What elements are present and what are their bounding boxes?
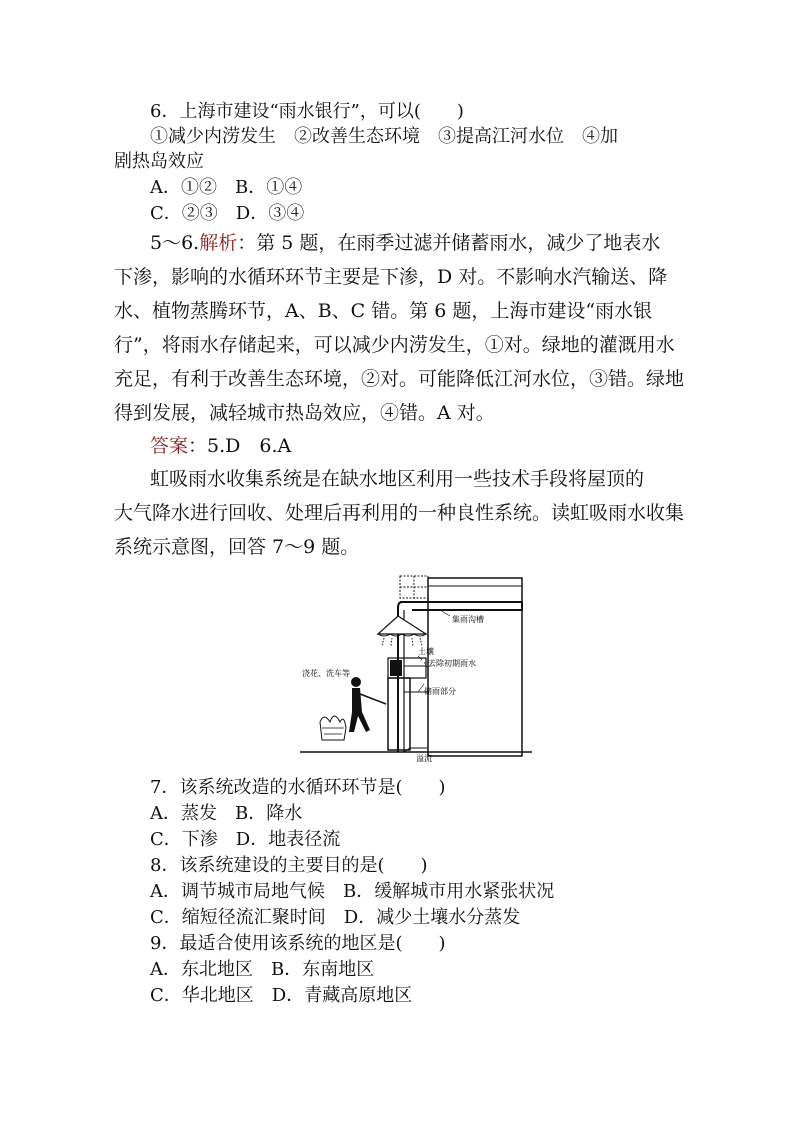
diagram-svg [300, 572, 532, 762]
analysis-range: 5～6. [150, 232, 200, 254]
intro-first: 虹吸雨水收集系统是在缺水地区利用一些技术手段将屋顶的 [150, 468, 645, 490]
answer-label: 答案 [150, 435, 189, 457]
q9-choice-cd: C．华北地区 D．青藏高原地区 [150, 985, 413, 1006]
q6-stem: 6．上海市建设“雨水银行”，可以( ) [150, 101, 464, 122]
q7-choice-ab: A．蒸发 B．降水 [150, 803, 303, 824]
analysis-label: 解析 [199, 232, 238, 254]
q7-choice-cd: C．下渗 D．地表径流 [150, 829, 341, 850]
q6-options-line1: ①减少内涝发生 ②改善生态环境 ③提高江河水位 ④加 [150, 126, 618, 147]
label-soil: 土壤 [418, 647, 434, 656]
label-gutter: 集雨沟槽 [452, 615, 484, 624]
gutter-channel [400, 602, 522, 610]
first-flush-block [390, 660, 402, 676]
analysis-paragraph [114, 226, 684, 430]
q9-stem: 9．最适合使用该系统的地区是( ) [150, 933, 446, 954]
siphon-rainwater-diagram [300, 572, 532, 762]
label-first-flush: 去除初期雨水 [428, 659, 476, 668]
intro-rest: 大气降水进行回收、处理后再利用的一种良性系统。读虹吸雨水收集系统示意图，回答 7～9 题。 [114, 502, 685, 558]
analysis-body-rest: 下渗，影响的水循环环节主要是下渗，D 对。不影响水汽输送、降水、植物蒸腾环节，A、B、C 错。第 6 题，上海市建设“雨水银行”，将雨水存储起来，可以减少内涝发生，①对。绿地的灌溉用水充足，有利于改善生态环境，②对。可能降低江河水位，③错。绿地得到发展，减轻城市热岛效应，④错。A 对。 [114, 266, 685, 424]
person-body [349, 688, 370, 732]
label-storage: 储雨部分 [424, 687, 456, 696]
q7-stem: 7．该系统改造的水循环环节是( ) [150, 777, 446, 798]
label-overflow: 溢流 [416, 754, 432, 762]
q9-choice-ab: A．东北地区 B．东南地区 [150, 959, 375, 980]
answer-line [150, 432, 291, 460]
q6-choice-cd: C．②③ D．③④ [150, 203, 305, 224]
answer-value: ：5.D 6.A [188, 435, 292, 457]
analysis-body-first: ：第 5 题，在雨季过滤并储蓄雨水，减少了地表水 [237, 232, 661, 254]
q8-stem: 8．该系统建设的主要目的是( ) [150, 855, 428, 876]
label-use: 浇花、洗车等 [302, 669, 350, 678]
person-head [351, 677, 361, 687]
q6-options-line2: 剧热岛效应 [114, 151, 204, 172]
intro-paragraph [114, 462, 684, 564]
q8-choice-cd: C．缩短径流汇聚时间 D．减少土壤水分蒸发 [150, 907, 521, 928]
filter-canopy [378, 616, 426, 634]
q8-choice-ab: A．调节城市局地气候 B．缓解城市用水紧张状况 [150, 881, 555, 902]
hose [360, 694, 386, 704]
q6-choice-ab: A．①② B．①④ [150, 177, 303, 198]
